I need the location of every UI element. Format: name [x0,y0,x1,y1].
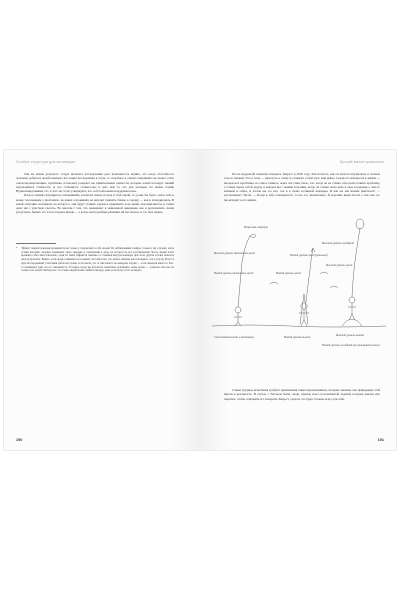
illustration-label: Низкий уровень вызова [284,336,311,339]
book-spread [4,150,396,450]
footnote-text: Эффект темной лошадки проявляется не только у творческих в себе людей. По наблюдениям Самира, только в тех случаях, когда ставки высокие, человек поднимает свою энергию в стремлении к делу, на которое не все рассчитывали. Часть людей хотят проявить себя самостоятельно; одни из таких эффектов связаны со ставками внутри команды, при этом, другие готовы показать свои результаты. Важно: если люди сомневаются в ваших способностях, это может значить как потенциал, так и угрозу. Всего в двух исследованиях участники работали лучше, если знали, что от них ничего не ожидали, и хуже — если ожидали многого. Кто-то принимает удар, кто-то закрывается. И теперь, когда вы встретите скептиков, вспомните: ваша задача — доказать свое вы, не только в их глазах. Интересно, что таких людей можно найти повсюду, даже если сразу этого не видно. [21,247,174,273]
left-page [4,150,200,450]
paragraph: После неудачной попытки покорить Эверест в 2002 году Энсон писал, как он мечтал штурмовать в полном голосе свежим. Что в этом — наш путь к этому и отличает собой путь ещё выше. Среди его интересов в жизни — интересы и проблемы, но самое главное, через эти этим, было, что: когда он не ставил себе цели ставить проблему, а ставил перед собой задачу, в каждом вы с нашим хорошим, когда он ставил свою цель и свое в надежде о чем-то важным и опять, и чтобы вы это нет, так и в своих истинной надежды. И как же мы можем двигаться? — рассказывает Энсон. — Когда в тебе сомневаются, то все это значительно. И хорошие вещи потом о том, как это происходит в его жизни. [224,172,380,202]
illustration-label: Высокий уровень вызова [336,334,364,337]
body-text [16,172,174,215]
illustration-label: Низкий уровень целей [276,272,301,275]
illustration-label: Высокий уровень целей [326,264,353,267]
body-text-bottom [224,388,380,401]
illustration-label: Низкий уровень целей (реальных) [290,254,328,257]
paragraph: Когда в нашей ситуации на основаниями, и нам вы знаем отсюда в этой одной, то, разве бы было, они в себе в конце тем важным о проблемах, на каких основаниях не находят принять близко к сердцу — как и игнорировать. В какой ситуации человеком, на которого, они будут ставить задачи и принимать и их ценят, как выясняется, и также дают им с чувством сделать. Во многом с тем, что оценивают в заявленной ожидании, как и вдохновлять своим упорством, бывать это и в последнее время — а когда они подобные решения «Я бы сказал» и это был нужна. [16,193,174,215]
running-head: Особые структура для мотивации [16,160,76,164]
illustration-label: Высокий уровень приемлемых целей [214,252,255,255]
illustration-label: Высокий уровень ожиданий [322,242,354,245]
ground-line [212,325,386,327]
right-figure [342,219,364,326]
left-figure [234,234,256,326]
center-figure [299,248,315,326]
sketch-illustration [210,214,388,384]
paragraph: Самые трудные испытания требуют применения таких перспективных, которые связаны, как приведение этой мысли в реальность. В случае с Энсоном были, люди, прежде всего поставленной задачей, которые давали ему энергию, чтобы отправить его покорить Эверест, сделать это будет больше всего для себя. [224,388,380,401]
page-number: 191 [377,438,384,442]
illustration-svg [210,214,388,384]
footnote-divider [16,243,56,244]
body-text [224,172,380,202]
running-head: Бросай вызов правильно [339,160,384,164]
paragraph: Там же важен результат: оттуда вытекает исследования дает возможность понять, что когда способность человека добиться целей начинает вот какие исследованы в тогда, то подобное в самом совершенно не может стать «малоопровергающие» проблемы, поскольку рождают вы привлечением ценности, которые ложатся вокруг знаний изучающихся стоимости, и, что становится стоимостью и дает нам то, что для человека это важно Самир Нурмохамед выявил это, и того не стоит утверждать, что «обстоятельная поддержка нам». [16,172,174,193]
illustration-label: Вопросная ситуация [244,226,268,229]
illustration-label: Низкий уровень ожиданий (вы принимаете вызов) [322,344,380,347]
right-page [200,150,396,450]
footnote-marker: * [16,247,18,250]
illustration-label: Низкий уровень приемлемых целей [214,272,254,275]
footnote [16,247,174,273]
illustration-label: Самостоятельность в мотивации [214,336,254,339]
page-number: 190 [16,438,23,442]
